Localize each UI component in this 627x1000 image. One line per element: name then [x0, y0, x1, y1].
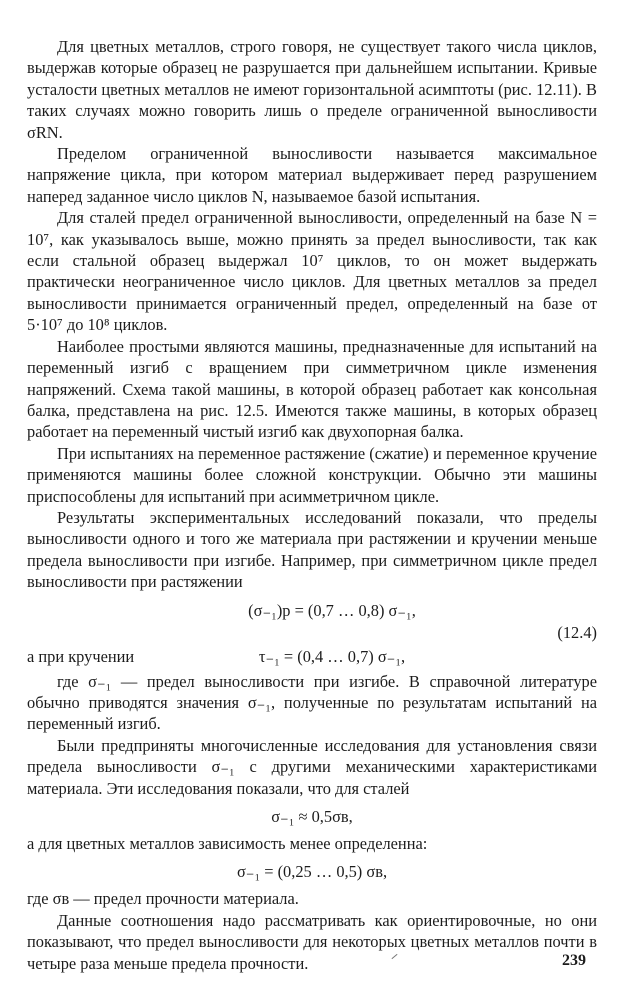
paragraph-steel-base: Для сталей предел ограниченной выносливости, определенный на базе N = 10⁷, как указывалось выше, можно принять за предел выносливости, так как если стальной образец выдержал 10⁷ циклов, то он может выдержать практически неограниченное число циклов. Для цветных металлов за предел выносливости принимается ограниченный предел, определенный на базе от 5·10⁷ до 10⁸ циклов. — [27, 208, 597, 335]
paragraph-experimental-results: Результаты экспериментальных исследований показали, что пределы выносливости одного и того же материала при растяжении и кручении меньше предела выносливости при изгибе. Например, при симметричном цикле предел выносливости при растяжении — [27, 507, 597, 592]
equation-number: (12.4) — [557, 622, 597, 642]
paragraph-research-attempts: Были предприняты многочисленные исследования для установления связи предела выносливости σ₋₁ с другими механическими характеристиками материала. Эти исследования показали, что для сталей — [27, 735, 597, 798]
paragraph-bending-machines: Наиболее простыми являются машины, предназначенные для испытаний на переменный изгиб с вращением при симметричном цикле изменения напряжений. Схема такой машины, в которой образец работает как консольная балка, представлена на рис. 12.5. Имеются также машины, в которых образец работает на переменный чистый изгиб как двухопорная балка. — [27, 336, 597, 442]
formula-torsion-endurance: τ₋₁ = (0,4 … 0,7) σ₋₁, — [258, 646, 406, 666]
formula-tension-endurance: (σ₋₁)р = (0,7 … 0,8) σ₋₁, — [248, 600, 416, 620]
page-text — [27, 36, 597, 974]
page-number: 239 — [562, 952, 586, 969]
torsion-lead-text: а при кручении — [27, 646, 135, 666]
paragraph-limited-endurance-definition: Пределом ограниченной выносливости называется максимальное напряжение цикла, при котором материал выдерживает перед разрушением наперед заданное число циклов N, называемое базой испытания. — [27, 144, 597, 206]
paragraph-conclusion: Данные соотношения надо рассматривать как ориентировочные, но они показывают, что предел выносливости для некоторых цветных металлов почти в четыре раза меньше предела прочности. — [27, 910, 597, 973]
formula-torsion-row — [27, 645, 597, 669]
paragraph-where-sigma: где σ₋₁ — предел выносливости при изгибе. В справочной литературе обычно приводятся значения σ₋₁, полученные по результатам испытаний на переменный изгиб. — [27, 671, 597, 734]
paragraph-nonferrous-metals: Для цветных металлов, строго говоря, не существует такого числа циклов, выдержав которые образец не разрушается при дальнейшем испытании. Кривые усталости цветных металлов не имеют горизонтальной асимптоты (рис. 12.11). В таких случаях можно говорить лишь о пределе ограниченной выносливости σRN. — [27, 37, 597, 142]
paragraph-tension-torsion-machines: При испытаниях на переменное растяжение (сжатие) и переменное кручение применяются машины более сложной конструкции. Обычно эти машины приспособлены для испытаний при асимметричном цикле. — [27, 443, 597, 506]
formula-nonferrous-ratio: σ₋₁ = (0,25 … 0,5) σв, — [236, 862, 388, 882]
paragraph-nonferrous-dependence: а для цветных металлов зависимость менее определенна: — [27, 834, 428, 853]
formula-steel-ratio: σ₋₁ ≈ 0,5σв, — [271, 807, 353, 826]
paragraph-where-sigma-b: где σв — предел прочности материала. — [27, 889, 299, 909]
